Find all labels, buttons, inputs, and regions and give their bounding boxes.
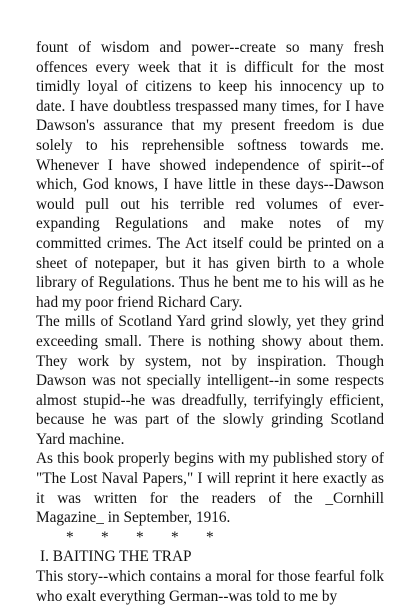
separator-star: *	[206, 528, 214, 546]
separator-star: *	[66, 528, 74, 546]
paragraph-2: The mills of Scotland Yard grind slowly, yet they grind exceeding small. There is nothing showy about them. They work by system, not by inspiration. Though Dawson was not specially intelligent--in some respects almost stupid--he was dreadfully, terrifyingly efficient, because he was part of the slowly grinding Scotland Yard machine.	[36, 313, 384, 448]
paragraph-4: This story--which contains a moral for those fearful folk who exalt everything German--was told to me by	[36, 568, 384, 605]
separator-star: *	[171, 528, 179, 546]
separator-star: *	[136, 528, 144, 546]
chapter-heading: I. BAITING THE TRAP	[40, 548, 192, 566]
section-separator	[36, 528, 384, 548]
book-page	[36, 38, 384, 606]
separator-star: *	[101, 528, 109, 546]
paragraph-3: As this book properly begins with my published story of "The Lost Naval Papers," I will reprint it here exactly as it was written for the readers of the _Cornhill Magazine_ in September, 1916.	[36, 450, 384, 527]
paragraph-1: fount of wisdom and power--create so many fresh offences every week that it is difficult for the most timidly loyal of citizens to keep his innocency up to date. I have doubtless trespassed many times, for I have Dawson's assurance that my present freedom is due solely to his reprehensible softness towards me. Whenever I have showed independence of spirit--of which, God knows, I have little in these days--Dawson would pull out his terrible red volumes of ever-expanding Regulations and make notes of my committed crimes. The Act itself could be printed on a sheet of notepaper, but it has given birth to a whole library of Regulations. Thus he bent me to his will as he had my poor friend Richard Cary.	[36, 39, 384, 311]
